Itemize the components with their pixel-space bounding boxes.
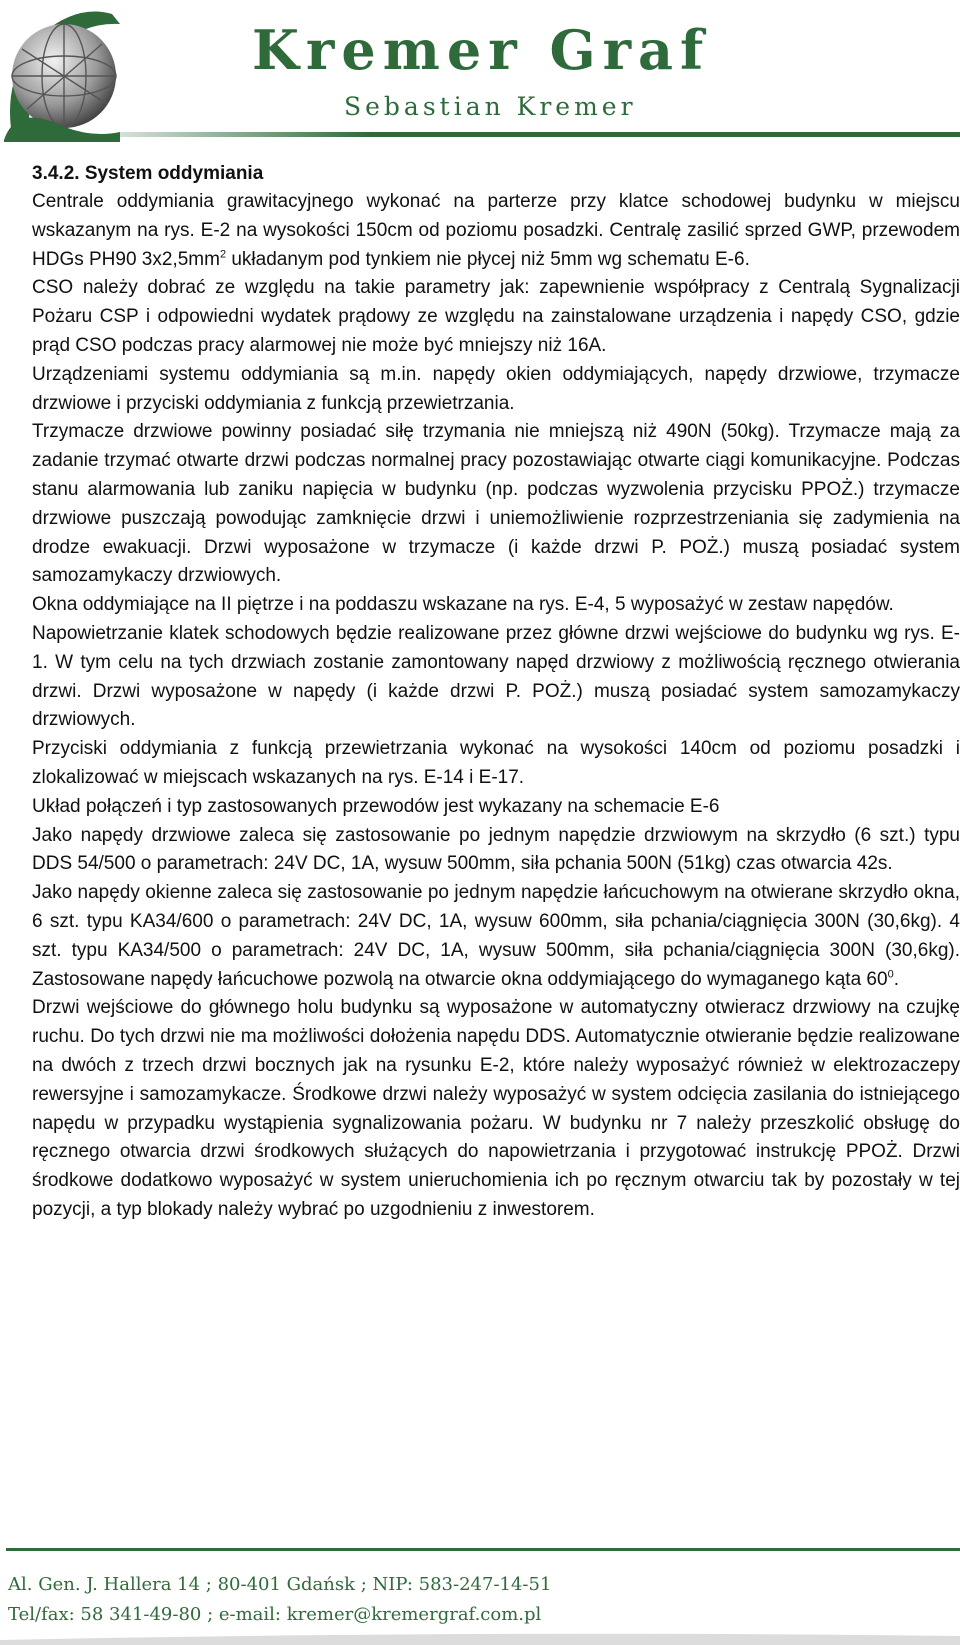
globe-logo-icon <box>2 4 120 142</box>
footer-contact: Tel/fax: 58 341-49-80 ; e-mail: kremer@kremergraf.com.pl <box>8 1604 542 1625</box>
footer-divider <box>6 1548 960 1551</box>
paragraph-window-drives: Jako napędy okienne zaleca się zastosowanie po jednym napędzie łańcuchowym na otwierane skrzydło okna, 6 szt. typu KA34/600 o parametrach: 24V DC, 1A, wysuw 600mm, siła pchania/ciągnięcia 300N (30,6kg). 4 szt. typu KA34/500 o parametrach: 24V DC, 1A, wysuw 500mm, siła pchania/ciągnięcia 300N (30,6kg). Zastosowane napędy łańcuchowe pozwolą na otwarcie okna oddymiającego do wymaganego kąta $60^0$. <box>32 882 960 990</box>
paragraph-entrance-doors: Drzwi wejściowe do głównego holu budynku są wyposażone w automatyczny otwieracz drzwiowy na czujkę ruchu. Do tych drzwi nie ma możliwości dołożenia napędu DDS. Automatycznie otwieranie będzie realizowane na dwóch z trzech drzwi bocznych jak na rysunku E-2, które należy wyposażyć również w elektrozaczepy rewersyjne i samozamykacze. Środkowe drzwi należy wyposażyć w system odcięcia zasilania do istniejącego napędu w przypadku wystąpienia sygnalizowania pożaru. W budynku nr 7 należy przeszkolić obsługę do ręcznego otwarcia drzwi środkowych służących do napowietrzania i przygotować instrukcję PPOŻ. Drzwi środkowe dodatkowo wyposażyć w system unieruchomienia ich po ręcznym otwarciu tak by pozostały w tej pozycji, a typ blokady należy wybrać po uzgodnieniu z inwestorem. <box>32 997 960 1220</box>
paragraph-cso-parameters: CSO należy dobrać ze względu na takie parametry jak: zapewnienie współpracy z Centralą Sygnalizacji Pożaru CSP i odpowiedni wydatek prądowy ze względu na zainstalowane urządzenia i napędy CSO, gdzie prąd CSO podczas pracy alarmowej nie może być mniejszy niż 16A. <box>32 277 960 356</box>
letterhead <box>0 0 960 150</box>
section-heading: 3.4.2. System oddymiania <box>32 163 264 184</box>
company-name: Kremer Graf <box>252 18 711 82</box>
footer-address: Al. Gen. J. Hallera 14 ; 80-401 Gdańsk ; NIP: 583-247-14-51 <box>8 1574 552 1595</box>
paragraph-smoke-windows: Okna oddymiające na II piętrze i na poddaszu wskazane na rys. E-4, 5 wyposażyć w zestaw napędów. <box>32 594 894 616</box>
paragraph-control-panels: Centrale oddymiania grawitacyjnego wykonać na parterze przy klatce schodowej budynku w miejscu wskazanym na rys. E-2 na wysokości 150cm od poziomu posadzki. Centralę zasilić sprzed GWP, przewodem HDGs PH90 $3x2,5mm^2$ układanym pod tynkiem nie płycej niż 5mm wg schematu E-6. <box>32 191 960 270</box>
document-body <box>32 160 960 1225</box>
paragraph-buttons: Przyciski oddymiania z funkcją przewietrzania wykonać na wysokości 140cm od poziomu posadzki i zlokalizować w miejscach wskazanych na rys. E-14 i E-17. <box>32 738 960 788</box>
footer-shadow <box>0 1630 960 1645</box>
paragraph-system-devices: Urządzeniami systemu oddymiania są m.in. napędy okien oddymiających, napędy drzwiowe, trzymacze drzwiowe i przyciski oddymiania z funkcją przewietrzania. <box>32 363 960 414</box>
paragraph-ventilation: Napowietrzanie klatek schodowych będzie realizowane przez główne drzwi wejściowe do budynku wg rys. E-1. W tym celu na tych drzwiach zostanie zamontowany napęd drzwiowy z możliwością ręcznego otwierania drzwi. Drzwi wyposażone w napędy (i każde drzwi P. POŻ.) muszą posiadać system samozamykaczy drzwiowych. <box>32 622 960 731</box>
header-divider <box>120 130 960 139</box>
paragraph-door-drives: Jako napędy drzwiowe zaleca się zastosowanie po jednym napędzie drzwiowym na skrzydło (6 szt.) typu DDS 54/500 o parametrach: 24V DC, 1A, wysuw 500mm, siła pchania 500N (51kg) czas otwarcia 42s. <box>32 824 960 875</box>
paragraph-door-holders: Trzymacze drzwiowe powinny posiadać siłę trzymania nie mniejszą niż 490N (50kg). Trzymacze mają za zadanie trzymać otwarte drzwi podczas normalnej pracy pozostawiając otwarte ciągi komunikacyjne. Podczas stanu alarmowania lub zaniku napięcia w budynku (np. podczas wyzwolenia przycisku PPOŻ.) trzymacze drzwiowe puszczają powodując zamknięcie drzwi i uniemożliwienie rozprzestrzeniania się zadymienia na drodze ewakuacji. Drzwi wyposażone w trzymacze (i każde drzwi P. POŻ.) muszą posiadać system samozamykaczy drzwiowych. <box>32 421 960 587</box>
superscript-degree: 0 <box>887 968 894 981</box>
paragraph-wiring: Układ połączeń i typ zastosowanych przewodów jest wykazany na schemacie E-6 <box>32 795 720 817</box>
owner-name: Sebastian Kremer <box>344 92 637 121</box>
superscript-2: 2 <box>219 248 227 261</box>
